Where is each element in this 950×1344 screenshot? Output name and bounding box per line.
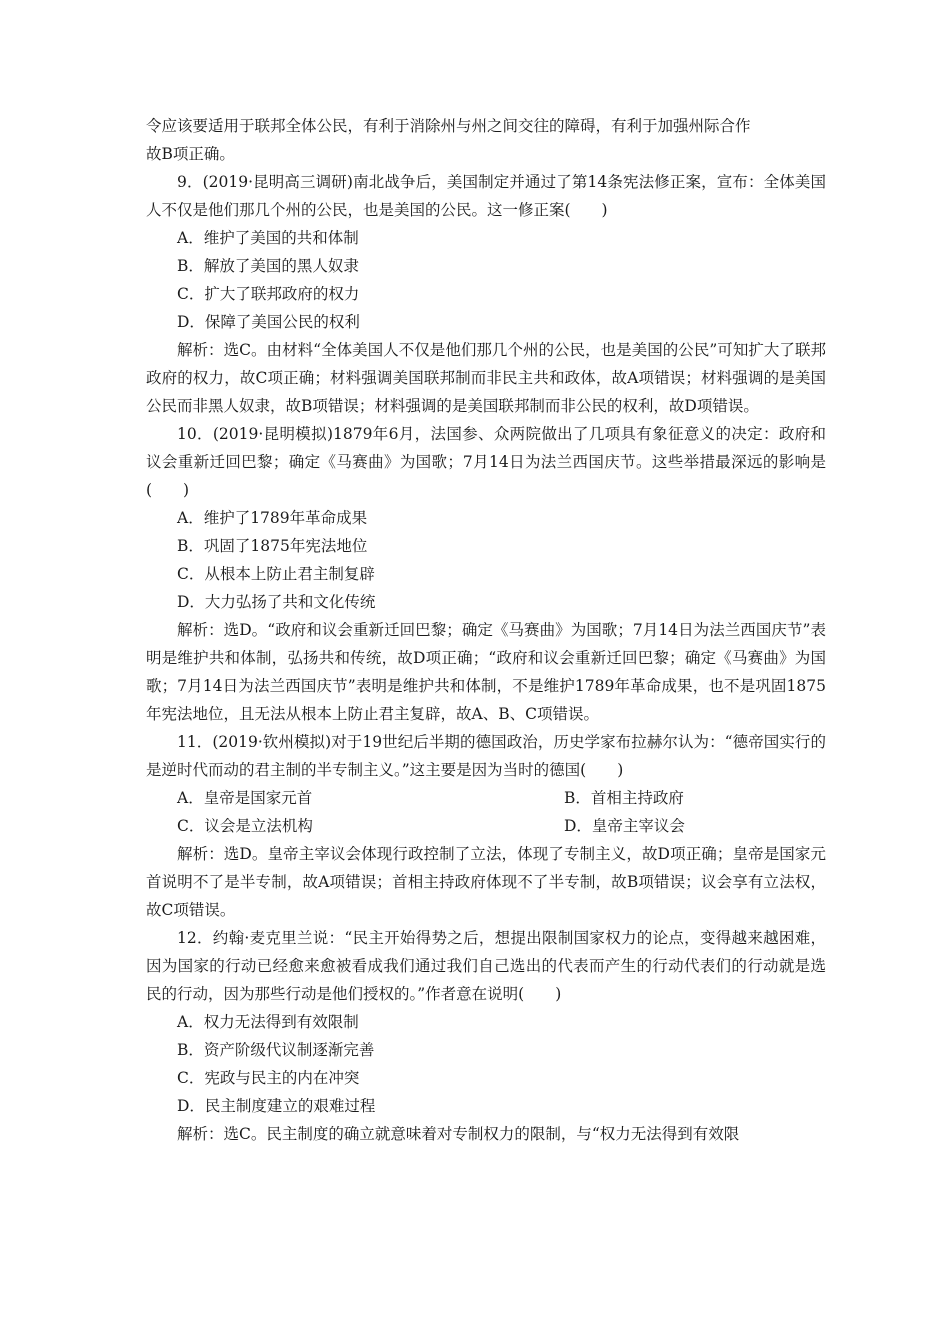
continuation-line-1: 令应该要适用于联邦全体公民，有利于消除州与州之间交往的障碍，有利于加强州际合作: [146, 117, 751, 135]
question-12-option-d: D．民主制度建立的艰难过程: [177, 1097, 376, 1115]
question-9-option-a: A．维护了美国的共和体制: [177, 229, 359, 247]
question-9-stem: 9．(2019·昆明高三调研)南北战争后，美国制定并通过了第14条宪法修正案，宣布：全体美国人不仅是他们那几个州的公民，也是美国的公民。这一修正案( ): [146, 173, 826, 219]
question-11-analysis: 解析：选D。皇帝主宰议会体现行政控制了立法，体现了专制主义，故D项正确；皇帝是国家元首说明不了是半专制，故A项错误；首相主持政府体现不了半专制，故B项错误；议会享有立法权，故C项错误。: [146, 845, 826, 919]
question-12-stem: 12．约翰·麦克里兰说：“民主开始得势之后，想提出限制国家权力的论点，变得越来越困难，因为国家的行动已经愈来愈被看成我们通过我们自己选出的代表而产生的行动代表们的行动就是选民的行动，因为那些行动是他们授权的。”作者意在说明( ): [146, 929, 826, 1003]
question-9-option-b: B．解放了美国的黑人奴隶: [177, 257, 359, 275]
question-10-option-d: D．大力弘扬了共和文化传统: [177, 593, 376, 611]
question-9-option-d: D．保障了美国公民的权利: [177, 313, 360, 331]
question-10-option-c: C．从根本上防止君主制复辟: [177, 565, 375, 583]
continuation-line-2: 故B项正确。: [146, 145, 235, 163]
question-10-option-b: B．巩固了1875年宪法地位: [177, 537, 368, 555]
question-11-option-d: D．皇帝主宰议会: [564, 817, 685, 835]
question-10-stem: 10．(2019·昆明模拟)1879年6月，法国参、众两院做出了几项具有象征意义的决定：政府和议会重新迁回巴黎；确定《马赛曲》为国歌；7月14日为法兰西国庆节。这些举措最深远的影响是( ): [146, 425, 826, 499]
question-11-stem: 11．(2019·钦州模拟)对于19世纪后半期的德国政治，历史学家布拉赫尔认为：“德帝国实行的是逆时代而动的君主制的半专制主义。”这主要是因为当时的德国( ): [146, 733, 826, 779]
question-11-option-b: B．首相主持政府: [564, 789, 684, 807]
question-11-option-c: C．议会是立法机构: [177, 817, 313, 835]
question-12-analysis: 解析：选C。民主制度的确立就意味着对专制权力的限制，与“权力无法得到有效限: [177, 1125, 740, 1143]
question-10-analysis: 解析：选D。“政府和议会重新迁回巴黎；确定《马赛曲》为国歌；7月14日为法兰西国庆节”表明是维护共和体制，弘扬共和传统，故D项正确；“政府和议会重新迁回巴黎；确定《马赛曲》为国歌；7月14日为法兰西国庆节”表明是维护共和体制，不是维护1789年革命成果，也不是巩固1875年宪法地位，且无法从根本上防止君主复辟，故A、B、C项错误。: [146, 621, 826, 723]
question-9-analysis: 解析：选C。由材料“全体美国人不仅是他们那几个州的公民，也是美国的公民”可知扩大了联邦政府的权力，故C项正确；材料强调美国联邦制而非民主共和政体，故A项错误；材料强调的是美国公民而非黑人奴隶，故B项错误；材料强调的是美国联邦制而非公民的权利，故D项错误。: [146, 341, 826, 415]
document-page: [146, 112, 826, 1148]
question-11-option-a: A．皇帝是国家元首: [177, 789, 313, 807]
question-11-options-row-1: [146, 784, 826, 812]
question-10-option-a: A．维护了1789年革命成果: [177, 509, 368, 527]
question-12-option-c: C．宪政与民主的内在冲突: [177, 1069, 360, 1087]
question-9-option-c: C．扩大了联邦政府的权力: [177, 285, 360, 303]
question-11-options-row-2: [146, 812, 826, 840]
question-12-option-b: B．资产阶级代议制逐渐完善: [177, 1041, 375, 1059]
question-12-option-a: A．权力无法得到有效限制: [177, 1013, 359, 1031]
